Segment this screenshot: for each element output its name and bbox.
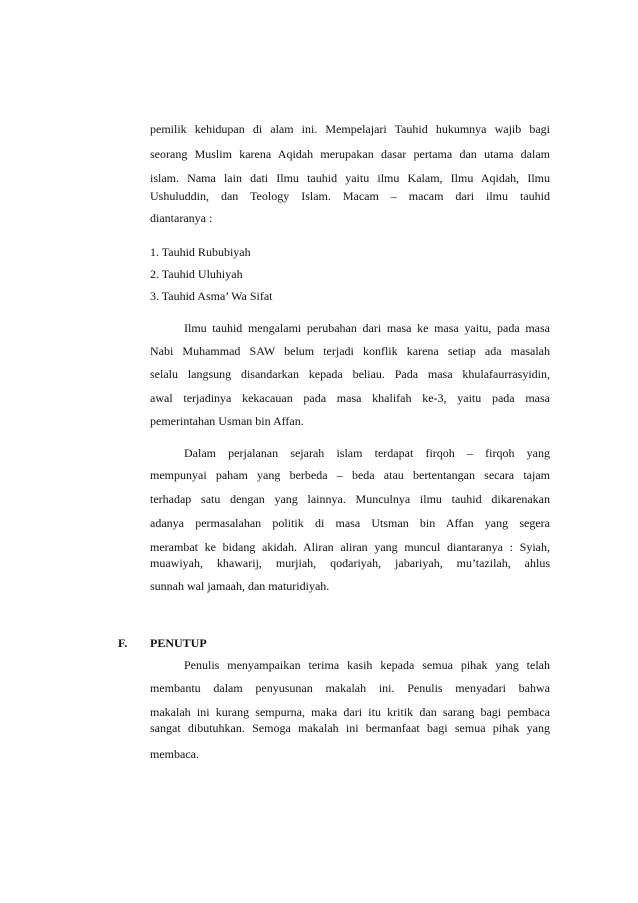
sects-line-4: adanya permasalahan politik di masa Utsman bin Affan yang segera [150,516,550,530]
sects-line-3: terhadap satu dengan yang lainnya. Munculnya ilmu tauhid dikarenakan [150,492,550,506]
intro-line-1: pemilik kehidupan di alam ini. Mempelajari Tauhid hukumnya wajib bagi [150,122,550,136]
tauhid-list-item-1: 1. Tauhid Rububiyah [150,245,251,259]
intro-line-4: Ushuluddin, dan Teology Islam. Macam – macam dari ilmu tauhid [150,189,550,203]
history-line-1: Ilmu tauhid mengalami perubahan dari masa ke masa yaitu, pada masa [184,321,550,335]
closing-line-2: membantu dalam penyusunan makalah ini. Penulis menyadari bahwa [150,681,550,695]
closing-line-5: membaca. [150,747,199,761]
intro-line-2: seorang Muslim karena Aqidah merupakan dasar pertama dan utama dalam [150,147,550,161]
section-letter: F. [118,636,128,650]
intro-line-5: diantaranya : [150,211,213,225]
tauhid-list-item-2: 2. Tauhid Uluhiyah [150,267,243,281]
sects-line-6: muawiyah, khawarij, murjiah, qodariyah, jabariyah, mu’tazilah, ahlus [150,556,550,570]
sects-line-2: mempunyai paham yang berbeda – beda atau bertentangan secara tajam [150,468,550,482]
sects-line-7: sunnah wal jamaah, dan maturidiyah. [150,579,330,593]
closing-line-4: sangat dibutuhkan. Semoga makalah ini bermanfaat bagi semua pihak yang [150,721,550,735]
history-line-2: Nabi Muhammad SAW belum terjadi konflik karena setiap ada masalah [150,344,550,358]
closing-line-1: Penulis menyampaikan terima kasih kepada semua pihak yang telah [184,658,550,672]
sects-line-1: Dalam perjalanan sejarah islam terdapat firqoh – firqoh yang [184,446,550,460]
section-title: PENUTUP [150,636,207,650]
history-line-3: selalu langsung disandarkan kepada beliau. Pada masa khulafaurrasyidin, [150,367,550,381]
sects-line-5: merambat ke bidang akidah. Aliran aliran yang muncul diantaranya : Syiah, [150,540,550,554]
history-line-4: awal terjadinya kekacauan pada masa khalifah ke-3, yaitu pada masa [150,391,550,405]
closing-line-3: makalah ini kurang sempurna, maka dari itu kritik dan sarang bagi pembaca [150,705,550,719]
intro-line-3: islam. Nama lain dati Ilmu tauhid yaitu ilmu Kalam, Ilmu Aqidah, Ilmu [150,171,550,185]
tauhid-list-item-3: 3. Tauhid Asma’ Wa Sifat [150,289,273,303]
history-line-5: pemerintahan Usman bin Affan. [150,414,304,428]
